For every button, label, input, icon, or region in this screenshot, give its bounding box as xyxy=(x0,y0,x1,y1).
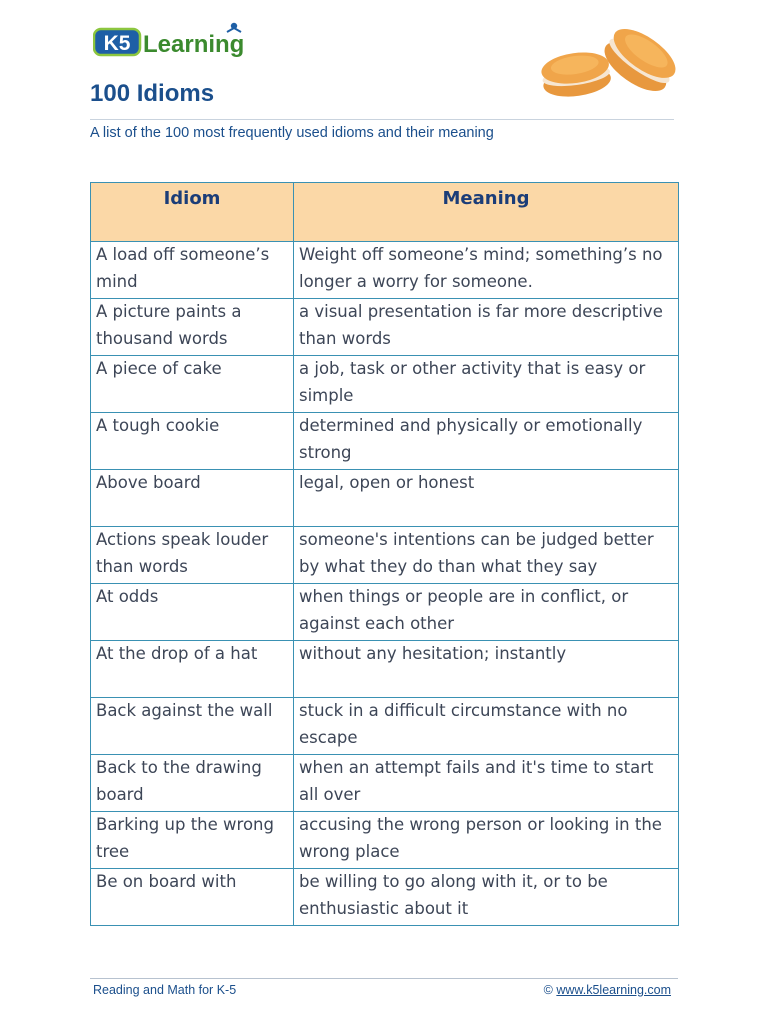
idioms-table xyxy=(90,182,679,926)
meaning-cell: a job, task or other activity that is easy or simple xyxy=(294,356,679,413)
footer-tagline: Reading and Math for K-5 xyxy=(93,983,237,997)
idiom-cell: Above board xyxy=(91,470,294,527)
table-row xyxy=(91,470,679,527)
meaning-cell: be willing to go along with it, or to be enthusiastic about it xyxy=(294,869,679,926)
meaning-cell: stuck in a difficult circumstance with no escape xyxy=(294,698,679,755)
column-header-meaning: Meaning xyxy=(294,183,679,242)
footer-divider xyxy=(90,978,678,979)
website-link[interactable]: www.k5learning.com xyxy=(556,983,671,997)
k5-learning-logo[interactable] xyxy=(93,20,263,62)
footer-copyright xyxy=(544,983,671,997)
title-divider xyxy=(90,119,674,120)
table-row xyxy=(91,584,679,641)
table-row xyxy=(91,812,679,869)
meaning-cell: a visual presentation is far more descriptive than words xyxy=(294,299,679,356)
cookies-illustration xyxy=(536,24,684,104)
table-header-row xyxy=(91,183,679,242)
idiom-cell: A load off someone’s mind xyxy=(91,242,294,299)
copyright-symbol: © xyxy=(543,983,553,997)
page-subtitle: A list of the 100 most frequently used idioms and their meaning xyxy=(90,125,494,141)
idiom-cell: Barking up the wrong tree xyxy=(91,812,294,869)
svg-text:K5: K5 xyxy=(103,32,131,55)
idiom-cell: A tough cookie xyxy=(91,413,294,470)
page-title: 100 Idioms xyxy=(90,80,215,107)
idiom-cell: At odds xyxy=(91,584,294,641)
idiom-cell: Back against the wall xyxy=(91,698,294,755)
meaning-cell: without any hesitation; instantly xyxy=(294,641,679,698)
svg-text:Learning: Learning xyxy=(143,31,245,58)
column-header-idiom: Idiom xyxy=(91,183,294,242)
meaning-cell: Weight off someone’s mind; something’s no longer a worry for someone. xyxy=(294,242,679,299)
table-row xyxy=(91,242,679,299)
table-row xyxy=(91,641,679,698)
meaning-cell: when things or people are in conflict, or against each other xyxy=(294,584,679,641)
meaning-cell: determined and physically or emotionally strong xyxy=(294,413,679,470)
idiom-cell: Back to the drawing board xyxy=(91,755,294,812)
table-row xyxy=(91,413,679,470)
table-row xyxy=(91,527,679,584)
idiom-cell: A piece of cake xyxy=(91,356,294,413)
idiom-cell: Be on board with xyxy=(91,869,294,926)
meaning-cell: legal, open or honest xyxy=(294,470,679,527)
meaning-cell: when an attempt fails and it's time to start all over xyxy=(294,755,679,812)
idiom-cell: Actions speak louder than words xyxy=(91,527,294,584)
table-row xyxy=(91,299,679,356)
idiom-cell: A picture paints a thousand words xyxy=(91,299,294,356)
meaning-cell: someone's intentions can be judged better by what they do than what they say xyxy=(294,527,679,584)
table-row xyxy=(91,869,679,926)
meaning-cell: accusing the wrong person or looking in the wrong place xyxy=(294,812,679,869)
table-row xyxy=(91,755,679,812)
table-row xyxy=(91,356,679,413)
idiom-cell: At the drop of a hat xyxy=(91,641,294,698)
table-row xyxy=(91,698,679,755)
